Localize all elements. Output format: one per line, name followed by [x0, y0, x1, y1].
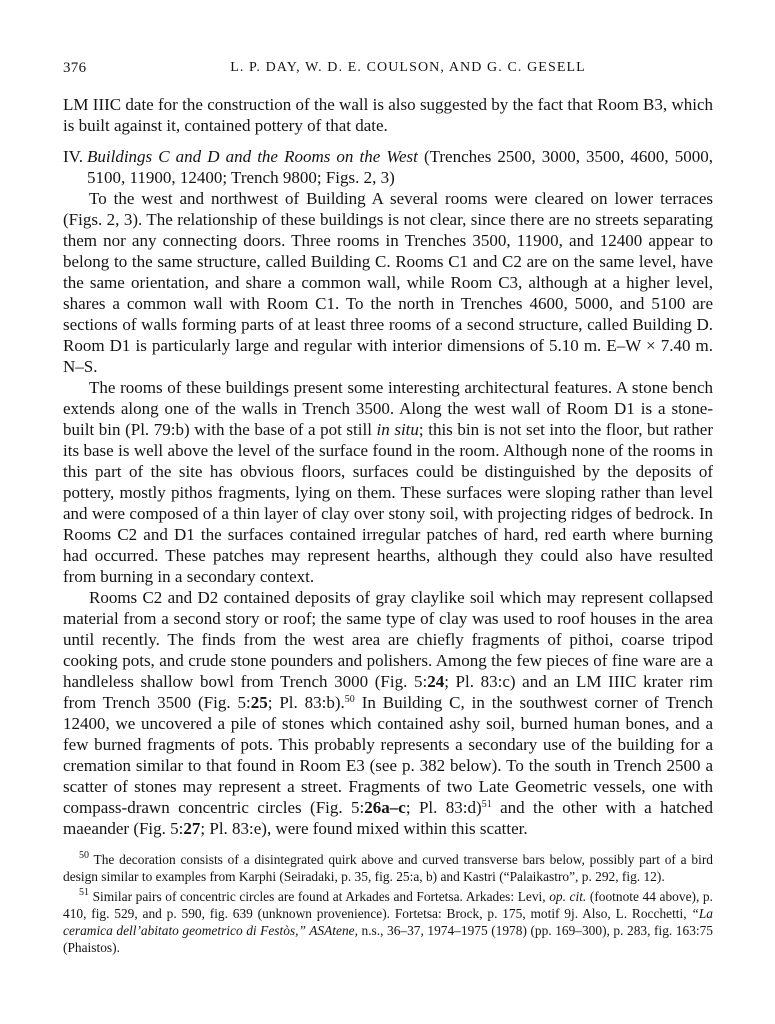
figure-ref: 26a–c: [364, 798, 406, 817]
page-number: 376: [63, 60, 87, 76]
page-header: [63, 60, 713, 84]
paragraph-2-text: The rooms of these buildings present some interesting architectural features. A stone bench extends along one of the walls in Trench 3500. Along the west wall of Room D1 is a stone-built bin (Pl. 79:b) with the base of a pot still: [63, 378, 713, 439]
footnote-marker: 51: [481, 799, 492, 810]
section-trenches: (Trenches 2500, 3000, 3500, 4600, 5000, 5100, 11900, 12400; Trench 9800; Figs. 2, 3): [87, 147, 713, 187]
paragraph-3-text: ; Pl. 83:c) and an LM IIIC krater rim from Trench 3500 (Fig. 5:: [63, 672, 713, 712]
paragraph-2: [63, 377, 713, 587]
paragraph-3-text: Rooms C2 and D2 contained deposits of gray claylike soil which may represent collapsed material from a second story or roof; the same type of clay was used to roof houses in the area until recently. The finds from the west area are chiefly fragments of pithoi, coarse tripod cooking pots, and crude stone pounders and polishers. Among the few pieces of fine ware are a handleless shallow bowl from Trench 3000 (Fig. 5:: [63, 588, 713, 691]
continuation-text: LM IIIC date for the construction of the wall is also suggested by the fact that Room B3, which is built against it, contained pottery of that date.: [63, 95, 713, 135]
footnotes: [63, 851, 713, 956]
section-numeral: IV.: [63, 147, 83, 166]
paragraph-3: [63, 587, 713, 839]
paragraph-2-text: ; this bin is not set into the floor, but rather its base is well above the level of the surface found in the room. Although none of the rooms in this part of the site has obvious floors, surfaces could be distinguished by the deposits of pottery, mostly pithos fragments, lying on them. These surfaces were sloping rather than level and were composed of a thin layer of clay over stony soil, with projecting ridges of bedrock. In Rooms C2 and D1 the surfaces contained irregular patches of hard, red earth where burning had occurred. These patches may represent hearths, although they could also have resulted from burning in a secondary context.: [63, 420, 713, 586]
paragraph-3-text: ; Pl. 83:e), were found mixed within this scatter.: [200, 819, 528, 838]
paragraph-3-text: ; Pl. 83:d): [405, 798, 482, 817]
footnote-text: The decoration consists of a disintegrated quirk above and curved transverse bars below, possibly part of a bird design similar to examples from Karphi (Seiradaki, p. 35, fig. 25:a, b) and Kastri (“Palaikastro”, p. 292, fig. 12).: [63, 852, 713, 884]
figure-ref: 27: [183, 819, 201, 838]
paragraph-3-text: ; Pl. 83:b).: [267, 693, 345, 712]
figure-ref: 25: [250, 693, 268, 712]
italic-term: in situ: [376, 420, 419, 439]
footnote-number: 51: [79, 887, 89, 898]
paragraph-3-text: In Building C, in the southwest corner of Trench 12400, we uncovered a pile of stones which contained ashy soil, burned human bones, and a few burned fragments of pots. This probably represents a secondary use of the building for a cremation similar to that found in Room E3 (see p. 382 below). To the south in Trench 2500 a scatter of stones may represent a street. Fragments of two Late Geometric vessels, one with compass-drawn concentric circles (Fig. 5:: [63, 693, 713, 817]
footnote-number: 50: [79, 850, 89, 861]
footnote-text: , n.s., 36–37, 1974–1975 (1978) (pp. 169–300), p. 283, fig. 163:75 (Phaistos).: [63, 923, 713, 955]
running-head: L. P. DAY, W. D. E. COULSON, AND G. C. GESELL: [230, 60, 586, 75]
body-text: [63, 94, 713, 839]
footnote-51: [63, 888, 713, 956]
continuation-paragraph: [63, 94, 713, 136]
paragraph-1: To the west and northwest of Building A several rooms were cleared on lower terraces (Figs. 2, 3). The relationship of these buildings is not clear, since there are no streets separating them nor any connecting doors. Three rooms in Trenches 3500, 11900, and 12400 appear to belong to the same structure, called Building C. Rooms C1 and C2 are on the same level, have the same orientation, and share a common wall, while Room C3, although at a higher level, shares a common wall with Room C1. To the north in Trenches 4600, 5000, and 5100 are sections of walls forming parts of at least three rooms of a second structure, called Building D. Room D1 is particularly large and regular with interior dimensions of 5.10 m. E–W × 7.40 m. N–S.: [63, 189, 713, 376]
footnote-text: Similar pairs of concentric circles are found at Arkades and Fortetsa. Arkades: Levi,: [89, 889, 550, 904]
section-heading: [63, 146, 713, 188]
footnote-italic: op. cit.: [549, 889, 587, 904]
footnote-text: (footnote 44 above), p. 410, fig. 529, and p. 590, fig. 639 (unknown provenience). Fortetsa: Brock, p. 175, motif 9j. Also, L. Rocchetti,: [63, 889, 713, 921]
footnote-marker: 50: [344, 694, 355, 705]
paragraph-3-text: and the other with a hatched maeander (Fig. 5:: [63, 798, 713, 838]
figure-ref: 24: [427, 672, 445, 691]
section-title: Buildings C and D and the Rooms on the West: [87, 147, 418, 166]
footnote-50: [63, 851, 713, 885]
footnote-italic: “La ceramica dell’abitato geometrico di Festòs,” ASAtene: [63, 906, 713, 938]
